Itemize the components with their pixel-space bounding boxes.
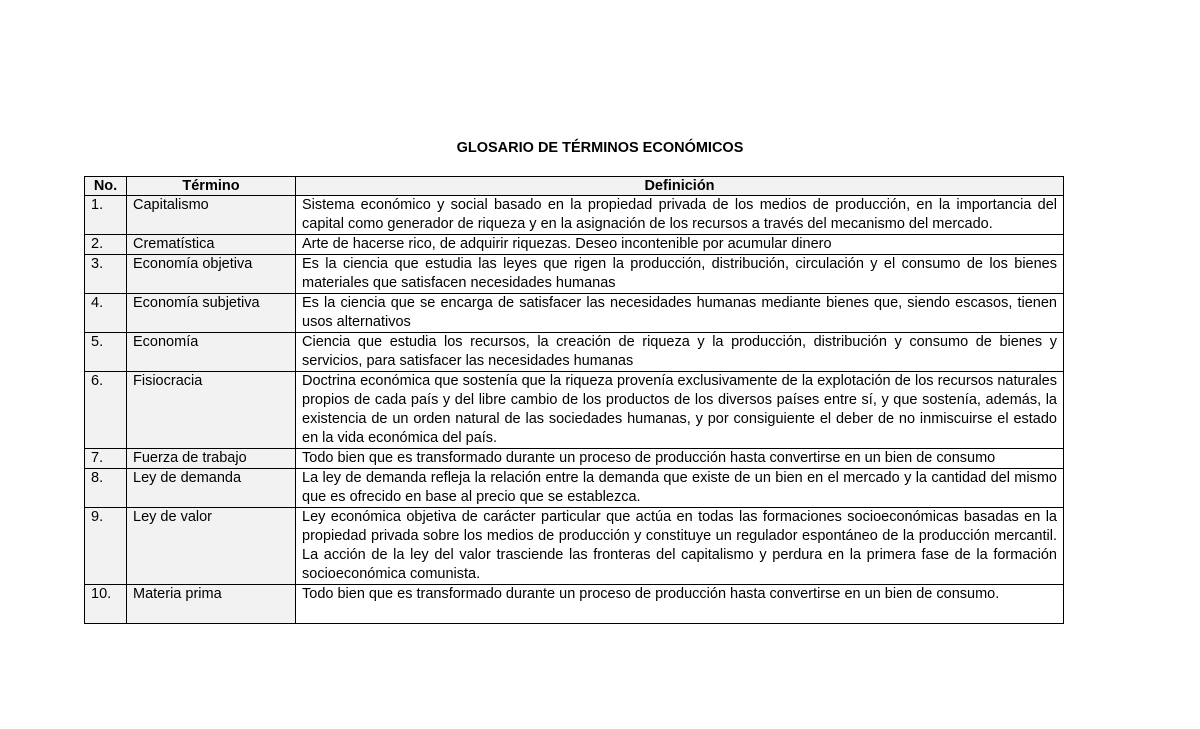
row-number: 8.	[85, 469, 127, 508]
table-row	[85, 333, 1064, 372]
row-term: Materia prima	[127, 585, 296, 624]
table-row	[85, 508, 1064, 585]
row-number: 2.	[85, 235, 127, 255]
row-number: 1.	[85, 196, 127, 235]
row-number: 5.	[85, 333, 127, 372]
row-definition: Es la ciencia que se encarga de satisfacer las necesidades humanas mediante bienes que, siendo escasos, tienen usos alternativos	[296, 294, 1064, 333]
column-header-term: Término	[127, 177, 296, 196]
row-number: 3.	[85, 255, 127, 294]
table-row	[85, 196, 1064, 235]
row-number: 9.	[85, 508, 127, 585]
row-definition: Todo bien que es transformado durante un proceso de producción hasta convertirse en un bien de consumo.	[296, 585, 1064, 624]
row-number: 6.	[85, 372, 127, 449]
row-definition: Doctrina económica que sostenía que la riqueza provenía exclusivamente de la explotación de los recursos naturales propios de cada país y del libre cambio de los productos de los diversos países entre sí, y que sostenía, además, la existencia de un orden natural de las sociedades humanas, y por consiguiente el deber de no inmiscuirse el estado en la vida económica del país.	[296, 372, 1064, 449]
table-row	[85, 372, 1064, 449]
row-definition: Sistema económico y social basado en la propiedad privada de los medios de producción, en la importancia del capital como generador de riqueza y en la asignación de los recursos a través del mecanismo del mercado.	[296, 196, 1064, 235]
column-header-no: No.	[85, 177, 127, 196]
document-title: GLOSARIO DE TÉRMINOS ECONÓMICOS	[456, 140, 744, 156]
table-header-row	[85, 177, 1064, 196]
row-term: Economía objetiva	[127, 255, 296, 294]
table-row	[85, 585, 1064, 624]
table-row	[85, 255, 1064, 294]
table-row	[85, 469, 1064, 508]
row-definition: Ley económica objetiva de carácter particular que actúa en todas las formaciones socioeconómicas basadas en la propiedad privada sobre los medios de producción y constituye un regulador espontáneo de la producción mercantil. La acción de la ley del valor trasciende las fronteras del capitalismo y perdura en la primera fase de la formación socioeconómica comunista.	[296, 508, 1064, 585]
row-term: Economía	[127, 333, 296, 372]
row-term: Capitalismo	[127, 196, 296, 235]
row-term: Economía subjetiva	[127, 294, 296, 333]
row-definition: Arte de hacerse rico, de adquirir riquezas. Deseo incontenible por acumular dinero	[296, 235, 1064, 255]
table-row	[85, 294, 1064, 333]
row-term: Fuerza de trabajo	[127, 449, 296, 469]
row-definition: Ciencia que estudia los recursos, la creación de riqueza y la producción, distribución y consumo de bienes y servicios, para satisfacer las necesidades humanas	[296, 333, 1064, 372]
column-header-definition: Definición	[296, 177, 1064, 196]
row-number: 4.	[85, 294, 127, 333]
row-definition: Es la ciencia que estudia las leyes que rigen la producción, distribución, circulación y el consumo de los bienes materiales que satisfacen necesidades humanas	[296, 255, 1064, 294]
row-number: 7.	[85, 449, 127, 469]
row-number: 10.	[85, 585, 127, 624]
row-term: Ley de demanda	[127, 469, 296, 508]
row-definition: La ley de demanda refleja la relación entre la demanda que existe de un bien en el mercado y la cantidad del mismo que es ofrecido en base al precio que se establezca.	[296, 469, 1064, 508]
row-definition: Todo bien que es transformado durante un proceso de producción hasta convertirse en un bien de consumo	[296, 449, 1064, 469]
row-term: Crematística	[127, 235, 296, 255]
table-row	[85, 449, 1064, 469]
row-term: Ley de valor	[127, 508, 296, 585]
row-term: Fisiocracia	[127, 372, 296, 449]
glossary-table	[84, 176, 1064, 624]
table-row	[85, 235, 1064, 255]
